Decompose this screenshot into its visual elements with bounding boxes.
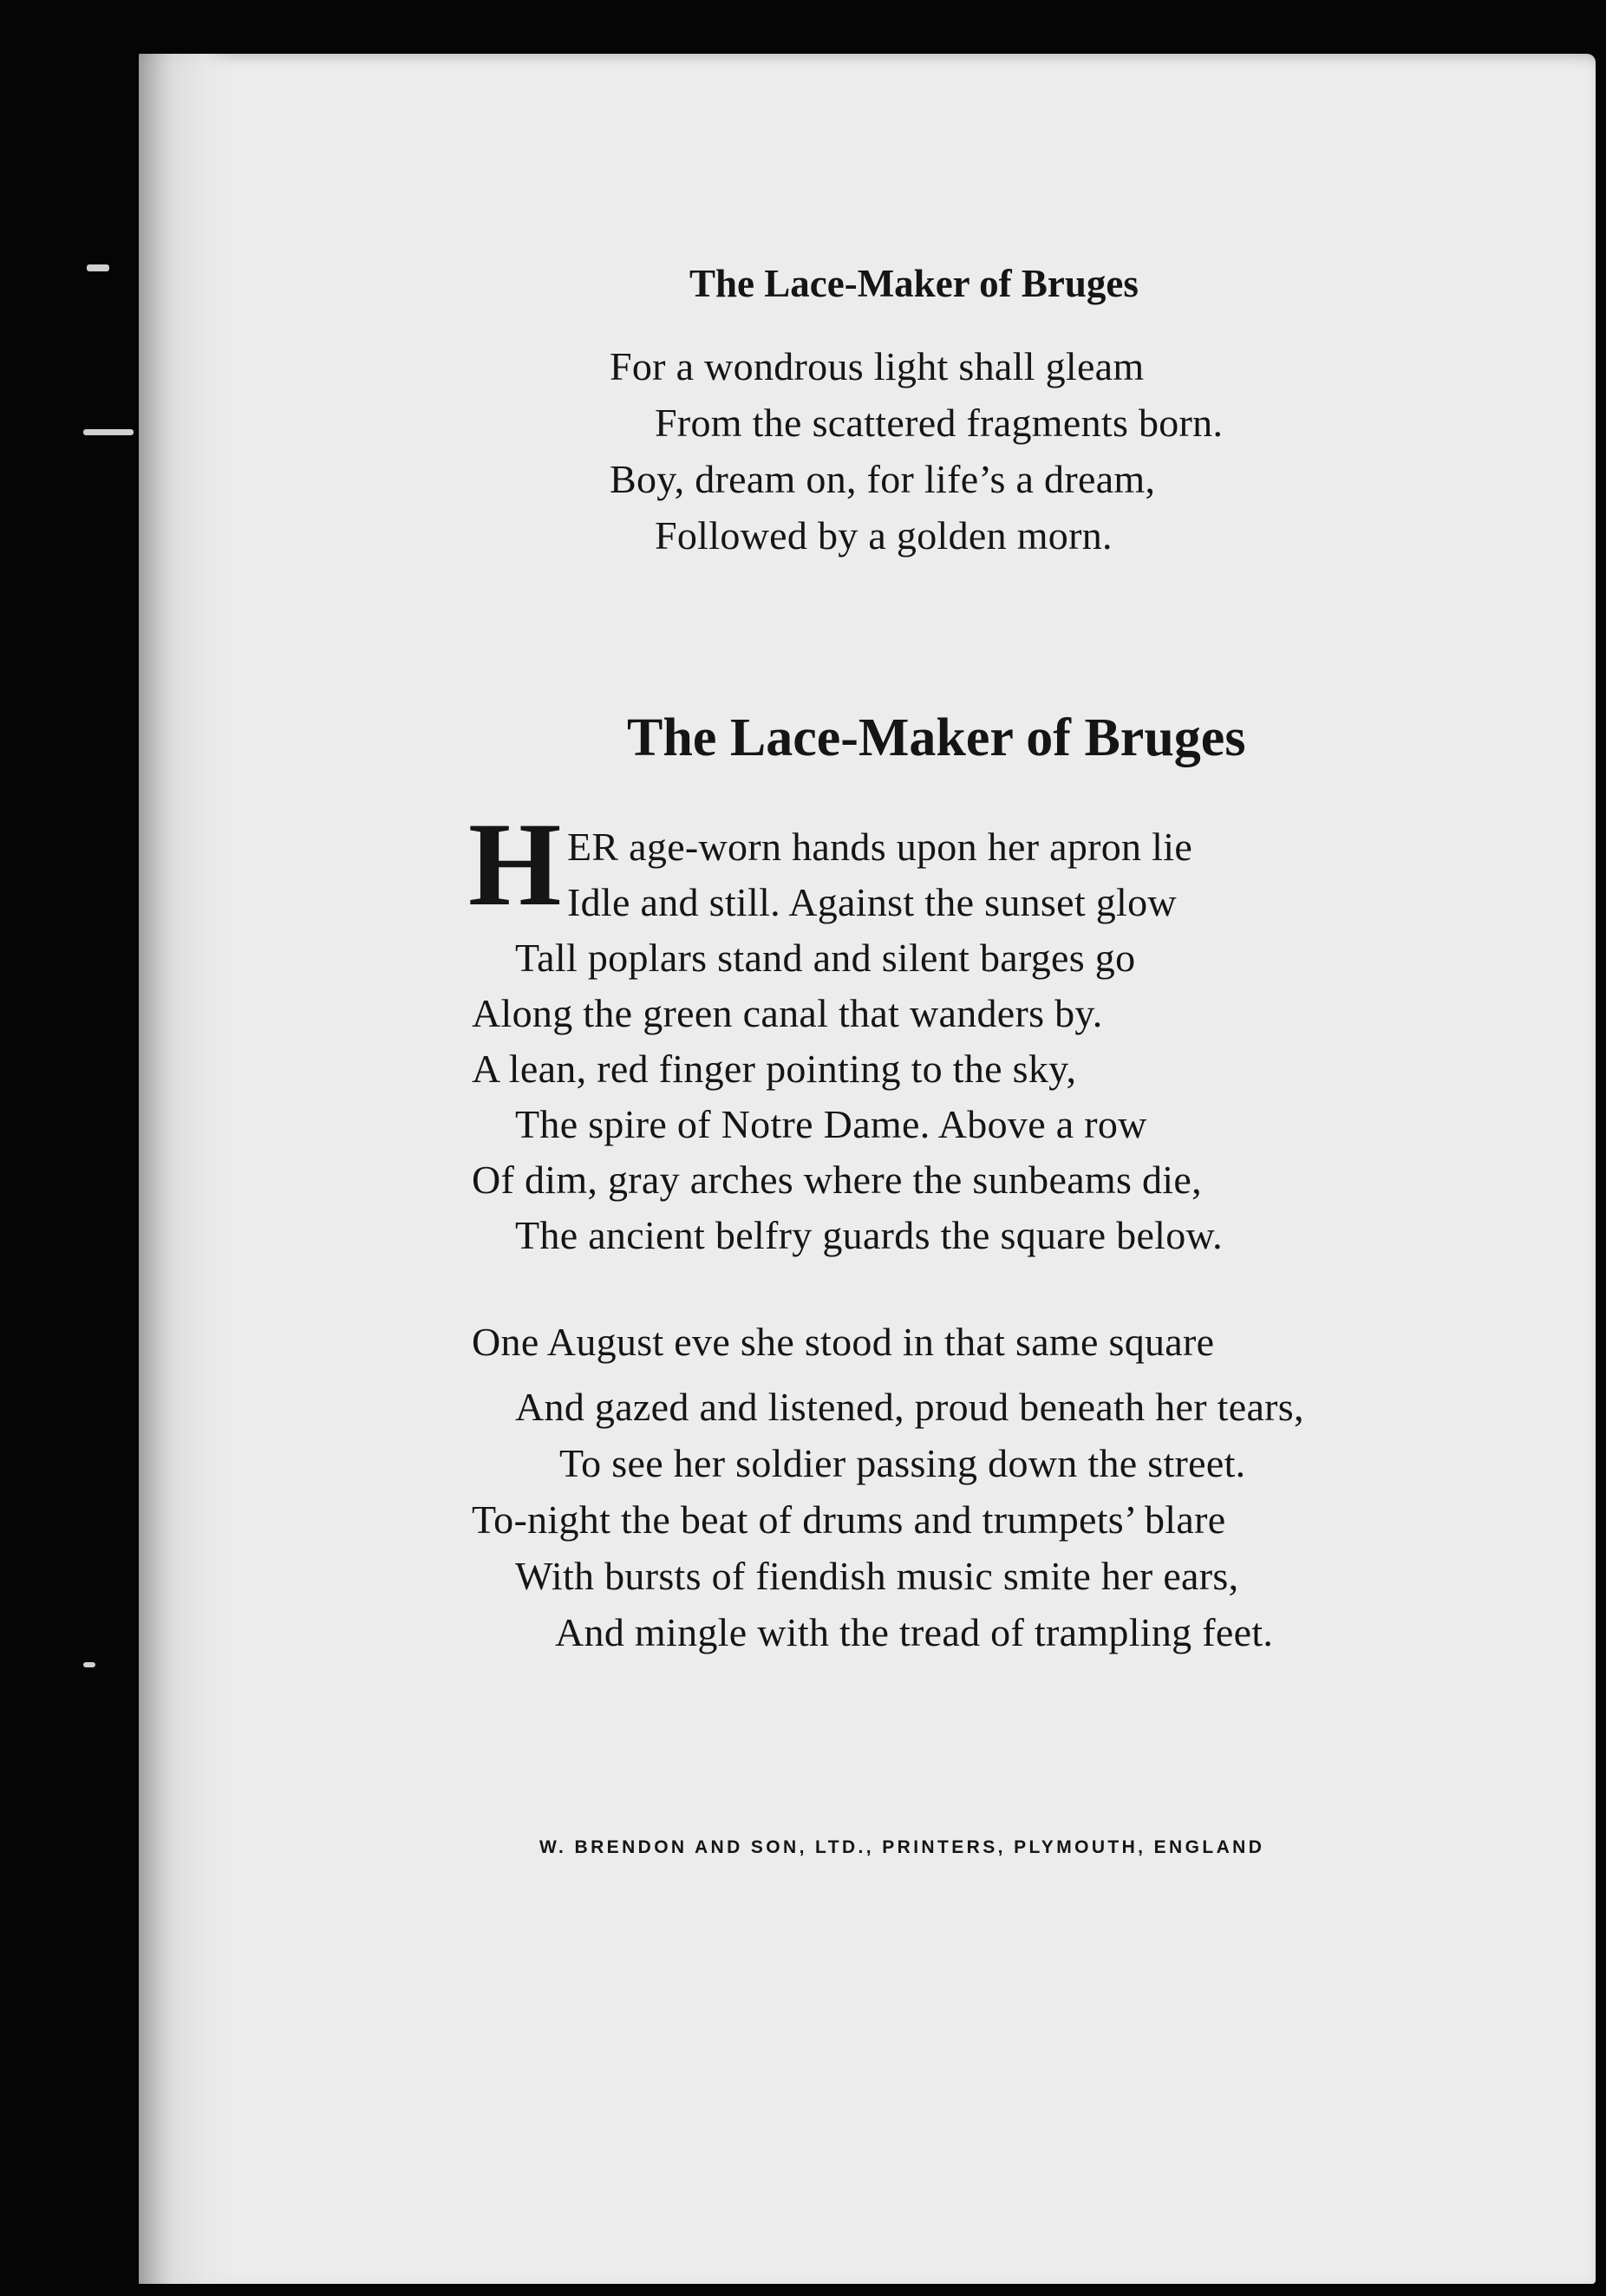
verse-line: The ancient belfry guards the square below.: [515, 1213, 1223, 1257]
verse-line: And mingle with the tread of trampling feet.: [555, 1610, 1274, 1654]
verse-line: ER age-worn hands upon her apron lie: [567, 825, 1193, 869]
verse-line: One August eve she stood in that same square: [472, 1320, 1215, 1364]
verse-line: Along the green canal that wanders by.: [472, 991, 1103, 1035]
verse-line: Idle and still. Against the sunset glow: [567, 880, 1177, 924]
verse-line: Tall poplars stand and silent barges go: [515, 936, 1136, 980]
verse-line: And gazed and listened, proud beneath her tears,: [515, 1385, 1304, 1429]
verse-line: For a wondrous light shall gleam: [610, 344, 1145, 388]
drop-cap: H: [468, 798, 562, 930]
margin-speck: [87, 264, 109, 271]
verse-line: From the scattered fragments born.: [655, 401, 1224, 445]
poem-title: The Lace-Maker of Bruges: [627, 708, 1246, 767]
verse-line: Of dim, gray arches where the sunbeams die,: [472, 1158, 1202, 1202]
verse-line: To-night the beat of drums and trumpets’ blare: [472, 1497, 1226, 1542]
verse-line: A lean, red finger pointing to the sky,: [472, 1047, 1077, 1091]
verse-line: Boy, dream on, for life’s a dream,: [610, 457, 1156, 501]
verse-line: The spire of Notre Dame. Above a row: [515, 1102, 1147, 1146]
verse-line: With bursts of fiendish music smite her ears,: [515, 1554, 1239, 1598]
running-head: The Lace-Maker of Bruges: [689, 262, 1139, 305]
verse-line: Followed by a golden morn.: [655, 513, 1113, 558]
verse-line: To see her soldier passing down the street.: [559, 1441, 1246, 1485]
margin-speck: [83, 1662, 95, 1667]
margin-speck: [83, 429, 134, 435]
printer-imprint: W. BRENDON AND SON, LTD., PRINTERS, PLYMOUTH, ENGLAND: [539, 1837, 1265, 1857]
page-gutter-shadow: [139, 54, 234, 2284]
